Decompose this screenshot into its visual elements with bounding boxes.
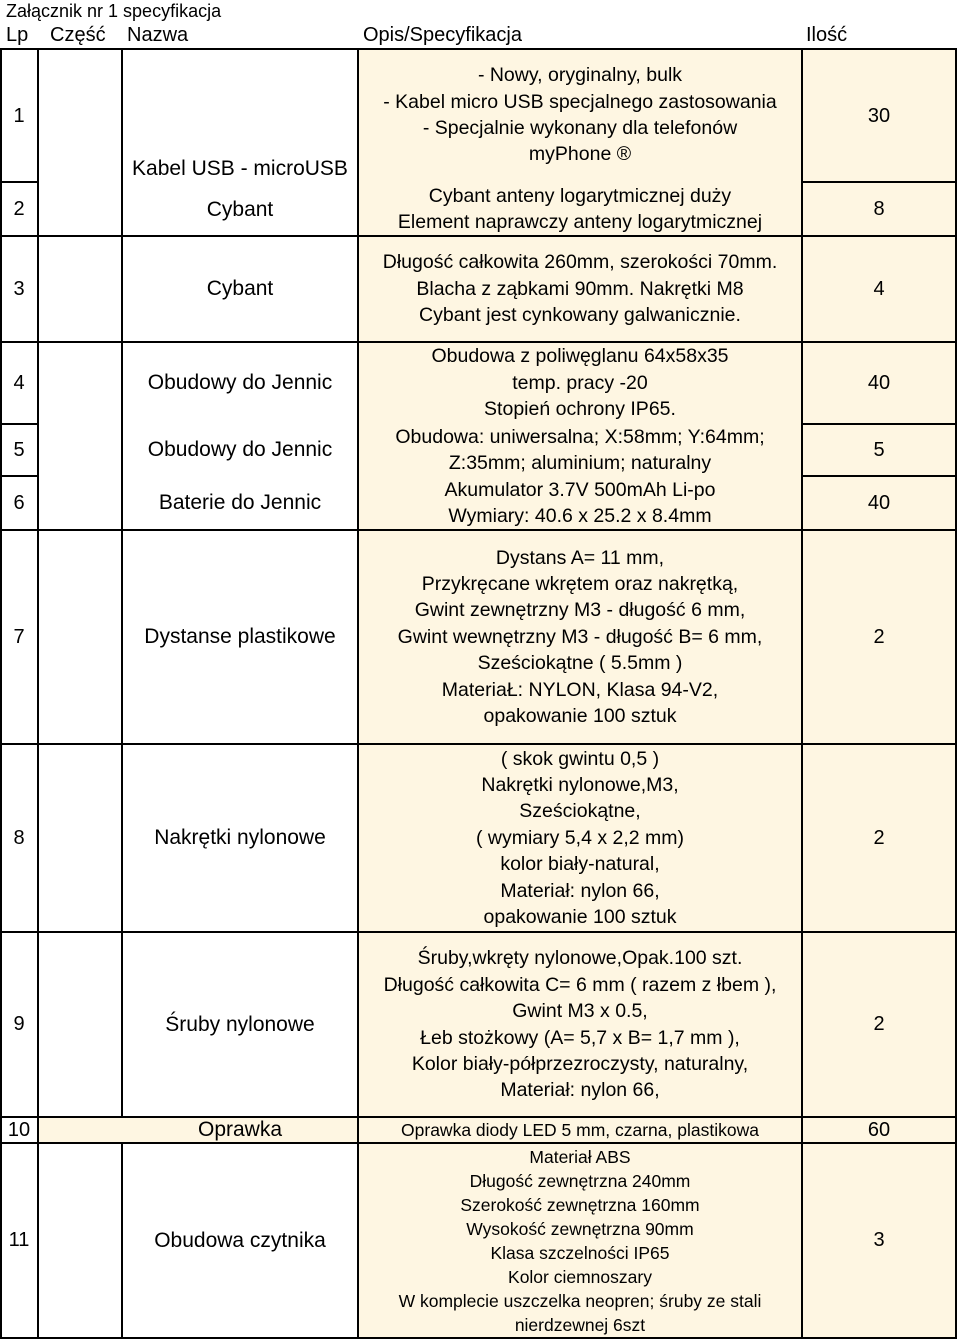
row-9-desc: Śruby,wkręty nylonowe,Opak.100 szt. Długość całkowita C= 6 mm ( razem z łbem ), Gwint M3 x 0.5, Łeb stożkowy (A= 5,7 x B= 1,7 mm ), Kolor biały-półprzezroczysty, naturalny, Materiał: nylon 66, (383, 947, 777, 1102)
row-3-lp: 3 (13, 277, 25, 300)
header-lp: Lp (6, 24, 29, 46)
row-10-lp: 10 (7, 1118, 31, 1141)
row-5-lp: 5 (13, 438, 25, 461)
row-10-desc: Oprawka diody LED 5 mm, czarna, plastikowa (401, 1119, 759, 1140)
row-8-qty: 2 (873, 826, 885, 849)
row-9-name: Śruby nylonowe (165, 1012, 315, 1036)
row-4-qty: 40 (867, 371, 891, 394)
header-ilosc: Ilość (806, 24, 848, 46)
row-6-lp: 6 (13, 491, 25, 514)
row-11-desc: Materiał ABS Długość zewnętrzna 240mm Szerokość zewnętrzna 160mm Wysokość zewnętrzna 90mm Klasa szczelności IP65 Kolor ciemnoszary W komplecie uszczelka neopren; śruby ze stali nierdzewnej 6szt (398, 1146, 762, 1335)
row-11-qty: 3 (873, 1229, 885, 1251)
row-10-qty: 60 (867, 1118, 891, 1141)
row-2-qty: 8 (873, 197, 885, 220)
row-1-qty: 30 (867, 104, 891, 127)
row-1-desc: - Nowy, oryginalny, bulk - Kabel micro USB specjalnego zastosowania - Specjalnie wykonany dla telefonów myPhone ® (383, 64, 777, 166)
row-4-lp: 4 (13, 371, 25, 394)
row-7-desc: Dystans A= 11 mm, Przykręcane wkrętem oraz nakrętką, Gwint zewnętrzny M3 - długość 6 mm, Gwint wewnętrzny M3 - długość B= 6 mm, Sześciokątne ( 5.5mm ) MateriaŁ: NYLON, Klasa 94-V2, opakowanie 100 sztuk (397, 546, 763, 728)
row-6-name: Baterie do Jennic (158, 491, 322, 514)
row-4-name: Obudowy do Jennic (147, 371, 333, 394)
row-7-name: Dystanse plastikowe (144, 625, 336, 648)
row-2-desc: Cybant anteny logarytmicznej duży Element naprawczy anteny logarytmicznej (397, 184, 763, 233)
row-3-qty: 4 (873, 277, 885, 300)
row-5-desc: Obudowa: uniwersalna; X:58mm; Y:64mm; Z:35mm; aluminium; naturalny (395, 425, 765, 474)
row-8-lp: 8 (13, 826, 25, 849)
row-9-lp: 9 (13, 1013, 25, 1035)
row-10-name: Oprawka (197, 1118, 283, 1141)
header-czesc: Część (50, 24, 106, 46)
row-5-name: Obudowy do Jennic (147, 438, 333, 461)
row-7-lp: 7 (13, 625, 25, 648)
row-2-name: Cybant (206, 198, 274, 221)
row-7-qty: 2 (873, 625, 885, 648)
row-4-desc: Obudowa z poliwęglanu 64x58x35 temp. pracy -20 Stopień ochrony IP65. (431, 345, 729, 421)
row-9-qty: 2 (873, 1013, 885, 1035)
row-11-name: Obudowa czytnika (154, 1228, 326, 1252)
header-nazwa: Nazwa (127, 24, 189, 46)
row-8-desc: ( skok gwintu 0,5 ) Nakrętki nylonowe,M3, Sześciokątne, ( wymiary 5,4 x 2,2 mm) kolor biały-natural, Materiał: nylon 66, opakowanie 100 sztuk (475, 747, 685, 929)
row-8-name: Nakrętki nylonowe (154, 826, 326, 849)
row-6-desc: Akumulator 3.7V 500mAh Li-po Wymiary: 40.6 x 25.2 x 8.4mm (444, 478, 716, 527)
row-2-lp: 2 (13, 197, 25, 220)
row-1-lp: 1 (13, 104, 25, 127)
row-1-name: Kabel USB - microUSB (132, 157, 348, 180)
document-title: Załącznik nr 1 specyfikacja (6, 1, 222, 21)
row-6-qty: 40 (867, 491, 891, 514)
header-opis: Opis/Specyfikacja (363, 24, 522, 46)
row-11-lp: 11 (8, 1229, 30, 1251)
row-5-qty: 5 (873, 438, 885, 461)
row-3-name: Cybant (206, 277, 274, 300)
row-3-desc: Długość całkowita 260mm, szerokości 70mm. Blacha z ząbkami 90mm. Nakrętki M8 Cybant jest cynkowany galwanicznie. (382, 251, 778, 327)
